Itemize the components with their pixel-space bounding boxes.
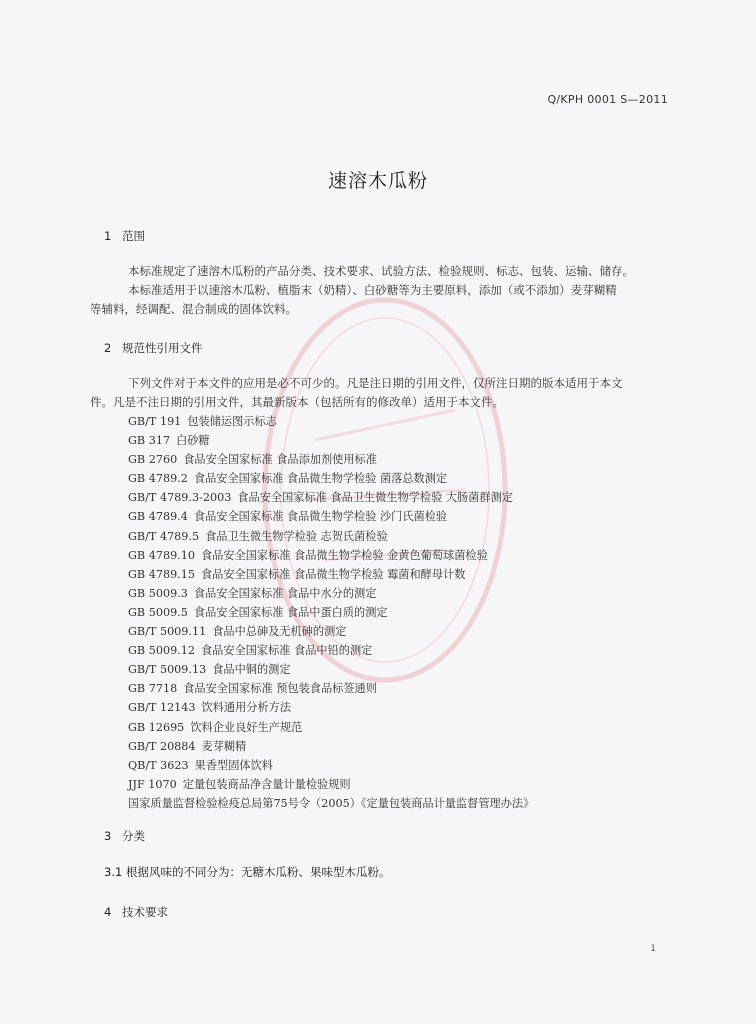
section-1-body (90, 262, 670, 319)
reference-title: 食品安全国家标准 食品微生物学检验 沙门氏菌检验 (193, 510, 448, 524)
scope-paragraph-2: 本标准适用于以速溶木瓜粉、植脂末（奶精）、白砂糖等为主要原料，添加（或不添加）麦芽糊精 (128, 283, 617, 297)
reference-code: GB 2760 (128, 453, 178, 467)
reference-item (128, 775, 668, 794)
section-3-heading (104, 828, 145, 844)
reference-item (128, 622, 668, 641)
reference-title: 果香型固体饮料 (194, 758, 273, 772)
reference-code: GB/T 191 (128, 415, 182, 428)
reference-code: GB 4789.15 (128, 567, 195, 581)
subsection-3-1 (104, 864, 391, 880)
reference-item (128, 450, 668, 469)
reference-item (128, 756, 668, 775)
section-1-heading (104, 228, 145, 244)
reference-title: 饮料通用分析方法 (201, 701, 292, 715)
reference-title: 包装储运图示标志 (187, 415, 277, 428)
reference-item (128, 679, 668, 698)
normative-intro-line-2: 件。凡是不注日期的引用文件，其最新版本（包括所有的修改单）适用于本文件。 (90, 395, 504, 409)
section-title: 分类 (122, 829, 145, 843)
scope-paragraph-1: 本标准规定了速溶木瓜粉的产品分类、技术要求、试验方法、检验规则、标志、包装、运输、储存。 (128, 264, 634, 278)
reference-item (128, 737, 668, 756)
document-title: 速溶木瓜粉 (327, 170, 428, 192)
section-number: 2 (104, 341, 112, 355)
reference-item (128, 698, 668, 717)
reference-code: GB 4789.4 (128, 510, 188, 524)
reference-title: 食品安全国家标准 食品添加剂使用标准 (183, 453, 377, 467)
page-number: 1 (650, 944, 656, 954)
reference-title: 定量包装商品净含量计量检验规则 (182, 777, 351, 791)
section-title: 范围 (122, 229, 145, 243)
reference-code: GB 7718 (128, 682, 178, 696)
reference-code: GB 5009.12 (128, 644, 195, 658)
reference-code: JJF 1070 (128, 777, 177, 791)
reference-item (128, 584, 668, 603)
document-code: Q/KPH 0001 S—2011 (547, 93, 668, 106)
reference-title: 食品卫生微生物学检验 志贺氏菌检验 (205, 529, 388, 543)
reference-title: 食品安全国家标准 食品中铅的测定 (200, 644, 373, 658)
subsection-text: 根据风味的不同分为：无糖木瓜粉、果味型木瓜粉。 (126, 865, 391, 879)
reference-code: GB/T 4789.5 (128, 529, 200, 543)
section-title: 规范性引用文件 (122, 341, 203, 355)
reference-item (128, 660, 668, 679)
reference-title: 食品安全国家标准 食品微生物学检验 菌落总数测定 (193, 472, 448, 486)
reference-code: GB 4789.10 (128, 548, 195, 562)
reference-item (128, 794, 668, 813)
section-2-intro (90, 374, 670, 412)
reference-item (128, 565, 668, 584)
reference-title: 食品安全国家标准 食品中水分的测定 (193, 586, 377, 600)
reference-code: GB 5009.5 (128, 605, 188, 619)
reference-code: GB 12695 (128, 720, 185, 734)
reference-title: 饮料企业良好生产规范 (190, 720, 303, 734)
reference-list (128, 412, 668, 813)
reference-title: 食品安全国家标准 食品中蛋白质的测定 (193, 605, 388, 619)
reference-item (128, 527, 668, 546)
reference-title: 食品安全国家标准 食品微生物学检验 霉菌和酵母计数 (200, 567, 466, 581)
section-number: 1 (104, 229, 112, 243)
reference-item (128, 641, 668, 660)
section-number: 3 (104, 829, 112, 843)
section-2-heading (104, 340, 203, 356)
reference-item (128, 718, 668, 737)
reference-code: GB 4789.2 (128, 472, 188, 486)
reference-code: GB/T 5009.11 (128, 625, 207, 639)
reference-code: GB/T 20884 (128, 739, 196, 753)
reference-code: GB/T 12143 (128, 701, 196, 715)
reference-item (128, 507, 668, 526)
reference-code: GB 317 (128, 434, 171, 448)
normative-intro-line-1: 下列文件对于本文件的应用是必不可少的。凡是注日期的引用文件，仅所注日期的版本适用于本文 (128, 376, 623, 390)
reference-item (128, 412, 668, 431)
reference-item (128, 488, 668, 507)
section-title: 技术要求 (122, 905, 168, 919)
reference-title: 食品安全国家标准 食品卫生微生物学检验 大肠菌群测定 (237, 491, 513, 505)
reference-title: 食品安全国家标准 预包装食品标签通则 (183, 682, 377, 696)
reference-title: 麦芽糊精 (201, 739, 247, 753)
reference-code: GB/T 4789.3-2003 (128, 491, 232, 505)
section-4-heading (104, 904, 168, 920)
reference-title: 白砂糖 (176, 434, 210, 448)
reference-title: 食品中总砷及无机砷的测定 (212, 625, 347, 639)
reference-code: QB/T 3623 (128, 758, 189, 772)
reference-title: 食品安全国家标准 食品微生物学检验 金黄色葡萄球菌检验 (200, 548, 488, 562)
scope-paragraph-2-cont: 等辅料，经调配、混合制成的固体饮料。 (90, 302, 297, 316)
reference-item (128, 431, 668, 450)
subsection-number: 3.1 (104, 865, 123, 879)
reference-code: GB/T 5009.13 (128, 663, 207, 677)
reference-item (128, 469, 668, 488)
reference-item (128, 603, 668, 622)
reference-title: 国家质量监督检验检疫总局第75号令（2005）《定量包装商品计量监督管理办法》 (128, 796, 535, 810)
reference-code: GB 5009.3 (128, 586, 188, 600)
reference-item (128, 546, 668, 565)
reference-title: 食品中铜的测定 (212, 663, 291, 677)
section-number: 4 (104, 905, 112, 919)
